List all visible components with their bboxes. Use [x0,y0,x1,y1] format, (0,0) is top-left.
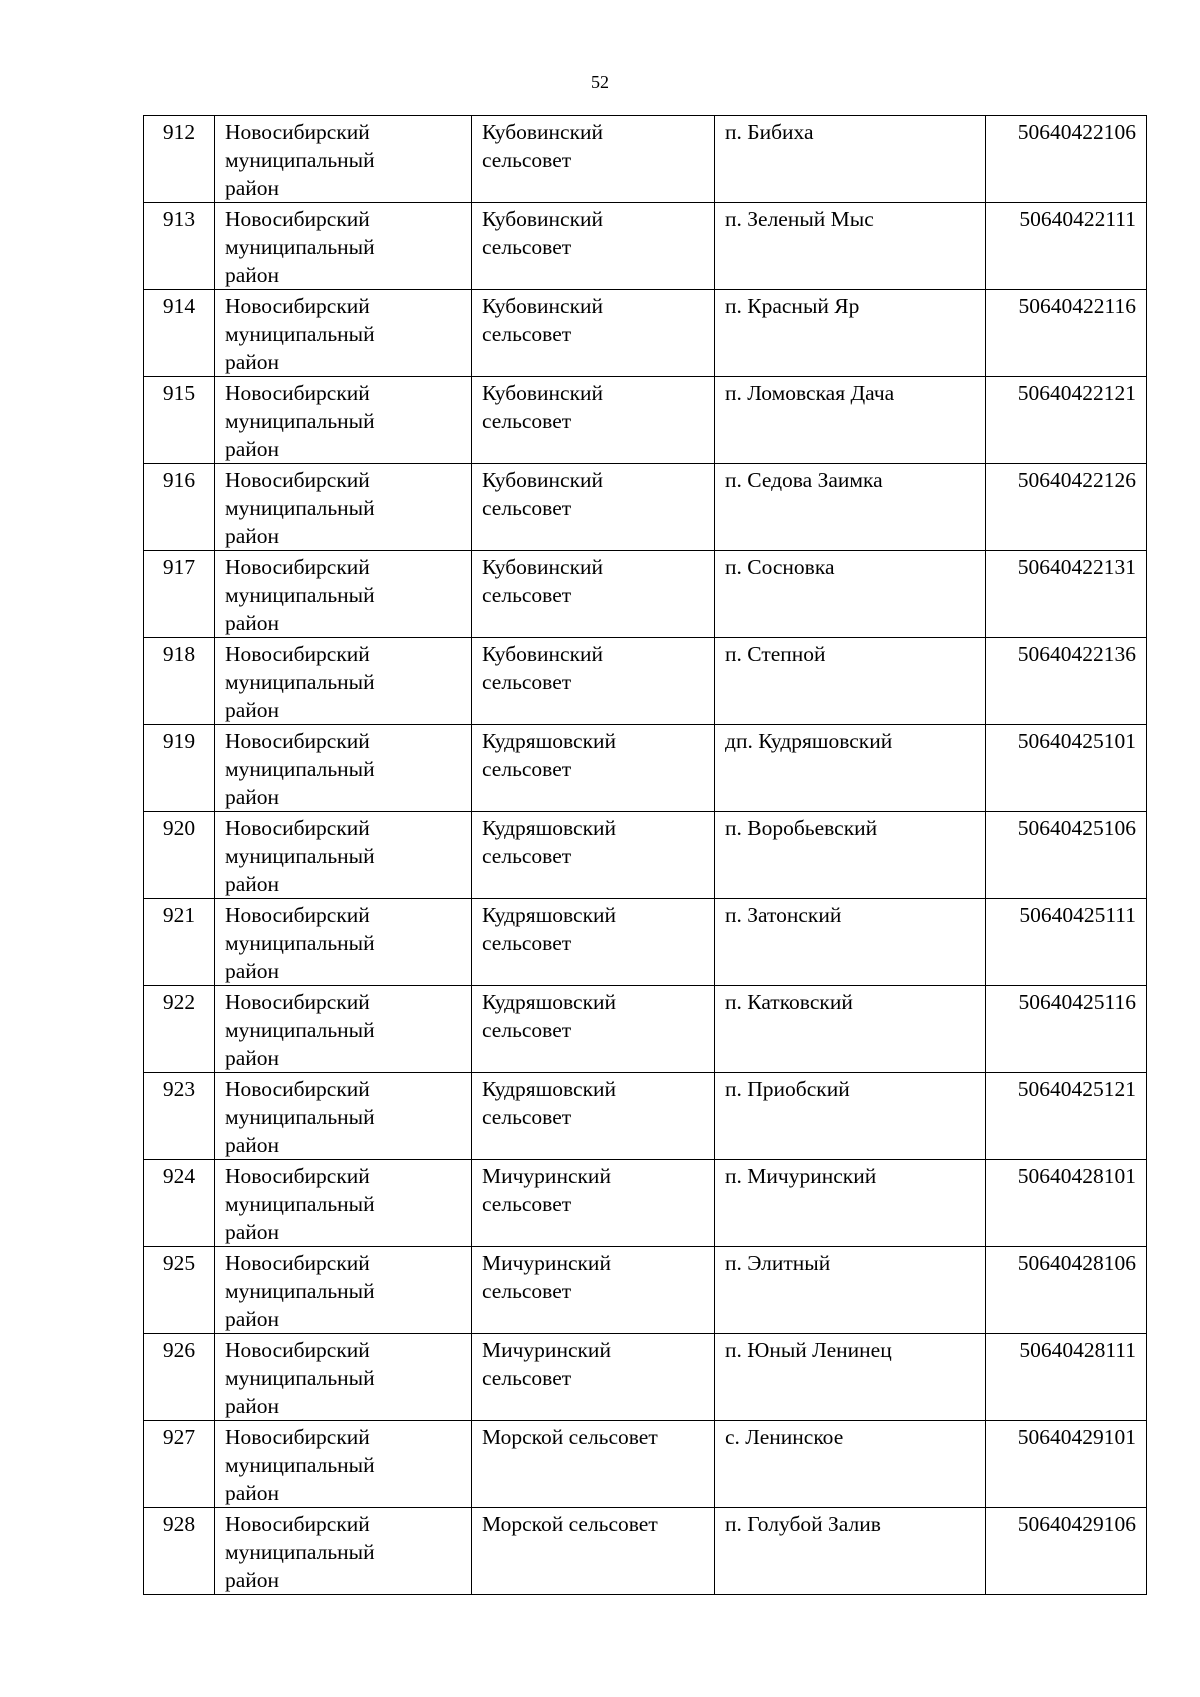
settlement-cell: п. Юный Ленинец [715,1334,986,1421]
settlements-table [143,115,1147,1595]
district-cell: Новосибирский муниципальный район [215,290,472,377]
district-cell: Новосибирский муниципальный район [215,1160,472,1247]
council-cell: Кудряшовский сельсовет [472,725,715,812]
table-row [144,986,1147,1073]
table-row [144,290,1147,377]
table-row [144,1160,1147,1247]
table-body [144,116,1147,1595]
council-cell: Кубовинский сельсовет [472,464,715,551]
district-cell: Новосибирский муниципальный район [215,986,472,1073]
district-cell: Новосибирский муниципальный район [215,464,472,551]
oktmo-code-cell: 50640422106 [986,116,1147,203]
settlement-cell: п. Сосновка [715,551,986,638]
council-cell: Кубовинский сельсовет [472,377,715,464]
row-number: 923 [144,1073,215,1160]
settlement-cell: п. Элитный [715,1247,986,1334]
council-cell: Кудряшовский сельсовет [472,1073,715,1160]
row-number: 919 [144,725,215,812]
row-number: 918 [144,638,215,725]
oktmo-code-cell: 50640425116 [986,986,1147,1073]
district-cell: Новосибирский муниципальный район [215,1247,472,1334]
council-cell: Кудряшовский сельсовет [472,812,715,899]
row-number: 927 [144,1421,215,1508]
council-cell: Морской сельсовет [472,1508,715,1595]
oktmo-code-cell: 50640428111 [986,1334,1147,1421]
oktmo-code-cell: 50640425121 [986,1073,1147,1160]
settlement-cell: п. Катковский [715,986,986,1073]
settlement-cell: п. Мичуринский [715,1160,986,1247]
council-cell: Кубовинский сельсовет [472,638,715,725]
table-row [144,1247,1147,1334]
council-cell: Морской сельсовет [472,1421,715,1508]
table-row [144,1508,1147,1595]
table-row [144,1073,1147,1160]
council-cell: Кубовинский сельсовет [472,551,715,638]
table-row [144,812,1147,899]
oktmo-code-cell: 50640422136 [986,638,1147,725]
row-number: 913 [144,203,215,290]
council-cell: Кудряшовский сельсовет [472,899,715,986]
table-row [144,1334,1147,1421]
district-cell: Новосибирский муниципальный район [215,203,472,290]
oktmo-code-cell: 50640422131 [986,551,1147,638]
district-cell: Новосибирский муниципальный район [215,116,472,203]
row-number: 925 [144,1247,215,1334]
council-cell: Кубовинский сельсовет [472,203,715,290]
district-cell: Новосибирский муниципальный район [215,551,472,638]
settlement-cell: с. Ленинское [715,1421,986,1508]
settlement-cell: п. Зеленый Мыс [715,203,986,290]
oktmo-code-cell: 50640428101 [986,1160,1147,1247]
table-row [144,551,1147,638]
row-number: 921 [144,899,215,986]
settlement-cell: п. Приобский [715,1073,986,1160]
settlement-cell: п. Седова Заимка [715,464,986,551]
council-cell: Мичуринский сельсовет [472,1247,715,1334]
settlement-cell: дп. Кудряшовский [715,725,986,812]
row-number: 926 [144,1334,215,1421]
row-number: 920 [144,812,215,899]
oktmo-code-cell: 50640428106 [986,1247,1147,1334]
oktmo-code-cell: 50640429106 [986,1508,1147,1595]
row-number: 914 [144,290,215,377]
oktmo-code-cell: 50640425106 [986,812,1147,899]
table-row [144,638,1147,725]
row-number: 915 [144,377,215,464]
council-cell: Мичуринский сельсовет [472,1334,715,1421]
district-cell: Новосибирский муниципальный район [215,1421,472,1508]
table-row [144,899,1147,986]
table-row [144,203,1147,290]
district-cell: Новосибирский муниципальный район [215,812,472,899]
settlement-cell: п. Голубой Залив [715,1508,986,1595]
district-cell: Новосибирский муниципальный район [215,725,472,812]
row-number: 912 [144,116,215,203]
oktmo-code-cell: 50640422111 [986,203,1147,290]
table-row [144,1421,1147,1508]
settlement-cell: п. Красный Яр [715,290,986,377]
settlement-cell: п. Ломовская Дача [715,377,986,464]
district-cell: Новосибирский муниципальный район [215,638,472,725]
page-number: 52 [591,72,609,92]
row-number: 917 [144,551,215,638]
district-cell: Новосибирский муниципальный район [215,1508,472,1595]
council-cell: Кудряшовский сельсовет [472,986,715,1073]
council-cell: Мичуринский сельсовет [472,1160,715,1247]
oktmo-code-cell: 50640425101 [986,725,1147,812]
oktmo-code-cell: 50640425111 [986,899,1147,986]
table-row [144,377,1147,464]
settlement-cell: п. Затонский [715,899,986,986]
district-cell: Новосибирский муниципальный район [215,377,472,464]
settlement-cell: п. Бибиха [715,116,986,203]
row-number: 924 [144,1160,215,1247]
oktmo-code-cell: 50640422116 [986,290,1147,377]
settlement-cell: п. Степной [715,638,986,725]
oktmo-code-cell: 50640429101 [986,1421,1147,1508]
row-number: 922 [144,986,215,1073]
council-cell: Кубовинский сельсовет [472,116,715,203]
oktmo-code-cell: 50640422126 [986,464,1147,551]
table-row [144,725,1147,812]
district-cell: Новосибирский муниципальный район [215,1073,472,1160]
table-row [144,116,1147,203]
settlement-cell: п. Воробьевский [715,812,986,899]
row-number: 916 [144,464,215,551]
row-number: 928 [144,1508,215,1595]
table-row [144,464,1147,551]
council-cell: Кубовинский сельсовет [472,290,715,377]
district-cell: Новосибирский муниципальный район [215,899,472,986]
oktmo-code-cell: 50640422121 [986,377,1147,464]
district-cell: Новосибирский муниципальный район [215,1334,472,1421]
